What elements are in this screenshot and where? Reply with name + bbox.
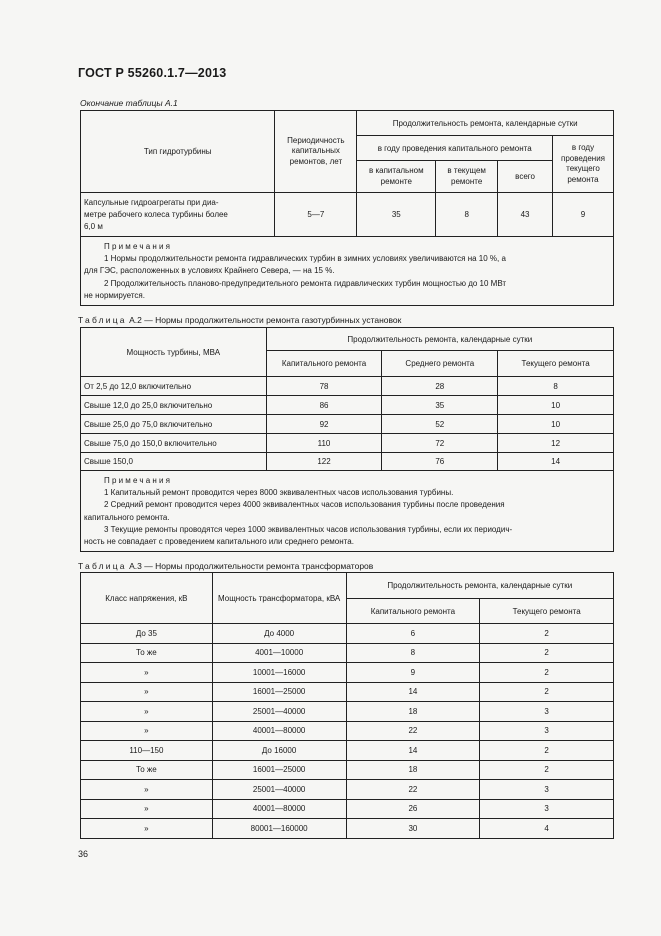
cell-power: Свыше 150,0 (81, 453, 267, 471)
table-row (81, 741, 614, 761)
caption-text: А.3 — Нормы продолжительности ремонта трансформаторов (129, 561, 374, 571)
cell-type-line: Капсульные гидроагрегаты при диа- (84, 197, 219, 207)
note-line: не нормируется. (84, 290, 145, 300)
cell-mid: 35 (382, 396, 498, 415)
cell-power: 25001—40000 (212, 702, 346, 722)
col-header-cap: Капитального ремонта (266, 351, 382, 377)
cell-class: » (81, 819, 213, 839)
cell-class: То же (81, 643, 213, 663)
cell-class: » (81, 702, 213, 722)
table1-caption: Окончание таблицы А.1 (80, 98, 178, 108)
note-line: для ГЭС, расположенных в условиях Крайнего Севера, — на 15 %. (84, 266, 335, 276)
col-header-power: Мощность турбины, МВА (81, 328, 267, 377)
cell-mid: 72 (382, 434, 498, 453)
page-number: 36 (78, 849, 89, 859)
cell-class: » (81, 780, 213, 800)
note-line: 2 Средний ремонт проводится через 4000 эквивалентных часов использования турбины после проведения (104, 500, 505, 510)
cell-cap: 18 (346, 760, 480, 780)
table-row (81, 799, 614, 819)
cell-power: Свыше 75,0 до 150,0 включительно (81, 434, 267, 453)
cell-cur: 2 (480, 624, 614, 644)
table-a1-end (80, 110, 614, 306)
table-row (81, 377, 614, 396)
cell-cap: 14 (346, 682, 480, 702)
note-line: капитального ремонта. (84, 512, 170, 522)
cell-type-line: 6,0 м (84, 221, 103, 231)
cell-period: 5—7 (275, 193, 357, 237)
cell-cur: 2 (480, 760, 614, 780)
cell-cur: 2 (480, 741, 614, 761)
table-a3 (80, 572, 614, 839)
cell-power: 25001—40000 (212, 780, 346, 800)
cell-class: 110—150 (81, 741, 213, 761)
col-header-cur: Текущего ремонта (498, 351, 614, 377)
col-header-cap: в капитальном ремонте (357, 161, 436, 193)
cell-class: » (81, 663, 213, 683)
table-row (81, 434, 614, 453)
col-header-duration: Продолжительность ремонта, календарные сутки (346, 573, 613, 599)
col-header-cap: Капитального ремонта (346, 599, 480, 624)
cell-power: 40001—80000 (212, 799, 346, 819)
cell-cap: 14 (346, 741, 480, 761)
caption-text: А.2 — Нормы продолжительности ремонта газотурбинных установок (129, 315, 402, 325)
table-row (81, 415, 614, 434)
cell-power: 80001—160000 (212, 819, 346, 839)
col-header-duration: Продолжительность ремонта, календарные сутки (357, 111, 614, 136)
table2-caption (78, 315, 401, 325)
cell-mid: 76 (382, 453, 498, 471)
cell-cur: 10 (498, 415, 614, 434)
cell-cap: 35 (357, 193, 436, 237)
cell-cur: 14 (498, 453, 614, 471)
document-header: ГОСТ Р 55260.1.7—2013 (78, 66, 227, 80)
table-row (81, 721, 614, 741)
table3-caption (78, 561, 373, 571)
cell-cap: 92 (266, 415, 382, 434)
cell-cur: 8 (498, 377, 614, 396)
cell-cur: 3 (480, 799, 614, 819)
cell-power: 16001—25000 (212, 682, 346, 702)
cell-power: Свыше 25,0 до 75,0 включительно (81, 415, 267, 434)
cell-cur: 3 (480, 780, 614, 800)
cell-mid: 52 (382, 415, 498, 434)
cell-cur: 4 (480, 819, 614, 839)
table-row (81, 624, 614, 644)
table1-notes (81, 237, 614, 306)
caption-word: Таблица (78, 315, 127, 325)
cell-power: До 16000 (212, 741, 346, 761)
cell-class: » (81, 799, 213, 819)
cell-mid: 28 (382, 377, 498, 396)
cell-class: » (81, 721, 213, 741)
cell-class: До 35 (81, 624, 213, 644)
col-header-type: Тип гидротурбины (81, 111, 275, 193)
col-header-power: Мощность трансформатора, кВА (212, 573, 346, 624)
col-header-during: в году проведения капитального ремонта (357, 136, 553, 161)
table-row (81, 643, 614, 663)
cell-power: Свыше 12,0 до 25,0 включительно (81, 396, 267, 415)
table-row (81, 702, 614, 722)
cell-power: 16001—25000 (212, 760, 346, 780)
table-row (81, 760, 614, 780)
table-row (81, 682, 614, 702)
notes-title: Примечания (104, 476, 173, 485)
col-header-current-year: в году проведения текущего ремонта (553, 136, 614, 193)
table-row (81, 396, 614, 415)
col-header-duration: Продолжительность ремонта, календарные сутки (266, 328, 613, 351)
cell-cap: 9 (346, 663, 480, 683)
table-row (81, 819, 614, 839)
note-line: 1 Нормы продолжительности ремонта гидравлических турбин в зимних условиях увеличиваются на 10 %, а (104, 254, 506, 264)
cell-cur: 2 (480, 663, 614, 683)
col-header-mid: Среднего ремонта (382, 351, 498, 377)
cell-cur: 12 (498, 434, 614, 453)
table-row (81, 780, 614, 800)
cell-cap: 6 (346, 624, 480, 644)
note-line: 3 Текущие ремонты проводятся через 1000 эквивалентных часов использования турбины, если их периодич- (104, 524, 513, 534)
cell-class: То же (81, 760, 213, 780)
cell-cap: 110 (266, 434, 382, 453)
table-row (81, 663, 614, 683)
cell-type-line: метре рабочего колеса турбины более (84, 209, 228, 219)
cell-cur: 3 (480, 721, 614, 741)
cell-cur: 8 (436, 193, 498, 237)
table-row (81, 193, 614, 237)
col-header-cur: в текущем ремонте (436, 161, 498, 193)
cell-cur: 10 (498, 396, 614, 415)
table-a2 (80, 327, 614, 552)
col-header-cur: Текущего ремонта (480, 599, 614, 624)
cell-cap: 22 (346, 721, 480, 741)
cell-power: 4001—10000 (212, 643, 346, 663)
note-line: 2 Продолжительность планово-предупредительного ремонта гидравлических турбин мощностью до 10 МВт (104, 278, 507, 288)
col-header-total: всего (498, 161, 553, 193)
cell-current-year: 9 (553, 193, 614, 237)
col-header-period: Периодичность капитальных ремонтов, лет (275, 111, 357, 193)
cell-power: 40001—80000 (212, 721, 346, 741)
cell-cap: 30 (346, 819, 480, 839)
note-line: 1 Капитальный ремонт проводится через 8000 эквивалентных часов использования турбины. (104, 488, 454, 498)
note-line: ность не совпадает с проведением капитального или среднего ремонта. (84, 537, 354, 547)
cell-cap: 78 (266, 377, 382, 396)
cell-cap: 18 (346, 702, 480, 722)
cell-cap: 122 (266, 453, 382, 471)
cell-cap: 26 (346, 799, 480, 819)
notes-title: Примечания (104, 242, 173, 251)
cell-power: От 2,5 до 12,0 включительно (81, 377, 267, 396)
cell-total: 43 (498, 193, 553, 237)
cell-cur: 3 (480, 702, 614, 722)
table-row (81, 453, 614, 471)
table2-notes (81, 471, 614, 552)
cell-power: До 4000 (212, 624, 346, 644)
cell-cur: 2 (480, 643, 614, 663)
cell-cap: 8 (346, 643, 480, 663)
col-header-class: Класс напряжения, кВ (81, 573, 213, 624)
cell-power: 10001—16000 (212, 663, 346, 683)
caption-word: Таблица (78, 561, 127, 571)
cell-cap: 86 (266, 396, 382, 415)
cell-cap: 22 (346, 780, 480, 800)
cell-cur: 2 (480, 682, 614, 702)
cell-class: » (81, 682, 213, 702)
